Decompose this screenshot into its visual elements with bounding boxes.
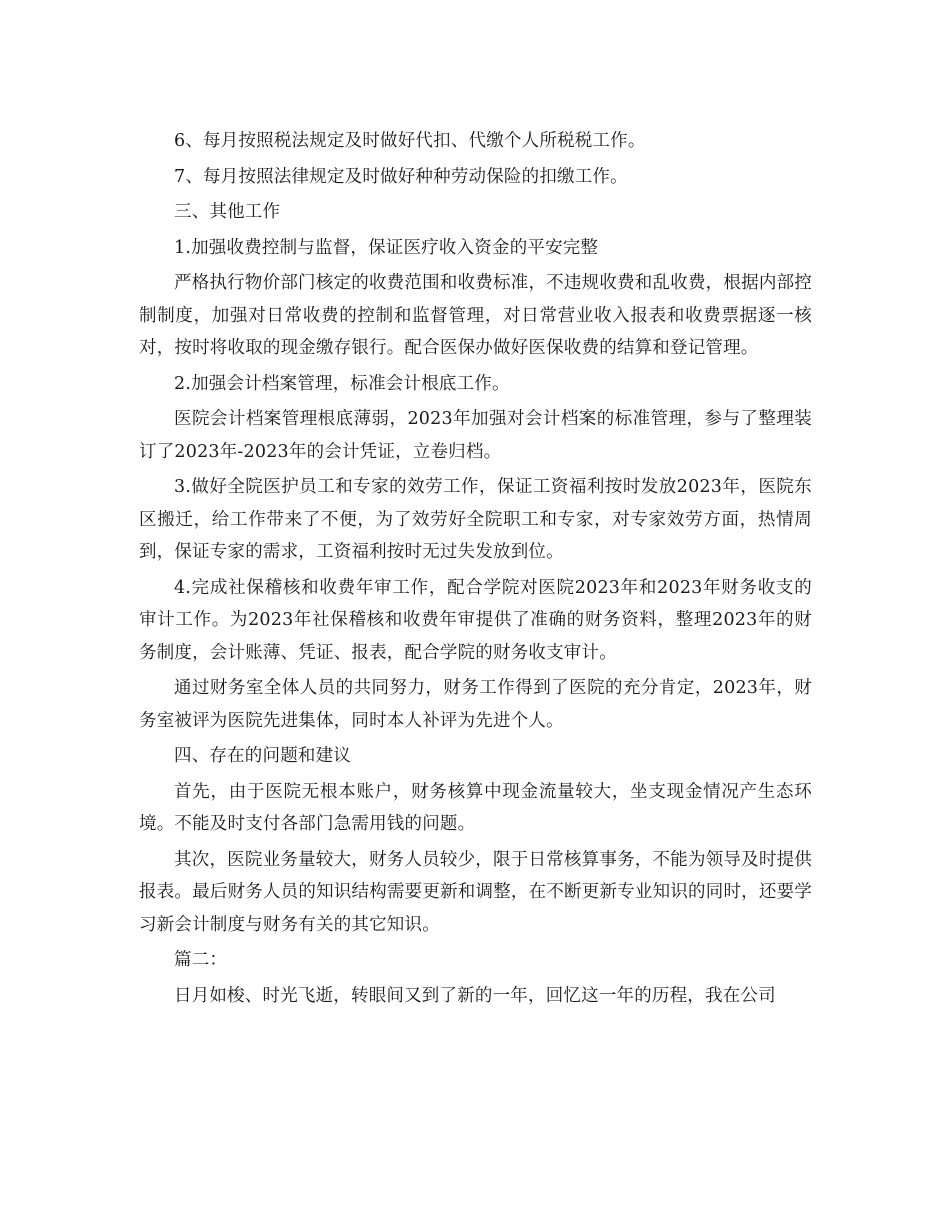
paragraph-problem-first: 首先，由于医院无根本账户，财务核算中现金流量较大，坐支现金情况产生态环境。不能及时支付各部门急需用钱的问题。 xyxy=(139,781,812,834)
paragraph-achievement: 通过财务室全体人员的共同努力，财务工作得到了医院的充分肯定，2023年，财务室被评为医院先进集体，同时本人补评为先进个人。 xyxy=(139,678,812,731)
subheading-archive-management: 2.加强会计档案管理，标准会计根底工作。 xyxy=(174,373,510,394)
paragraph-item-6: 6、每月按照税法规定及时做好代扣、代缴个人所税税工作。 xyxy=(174,131,646,151)
paragraph-fee-control: 严格执行物价部门核定的收费范围和收费标准，不违规收费和乱收费，根据内部控制制度，加强对日常收费的控制和监督管理，对日常营业收入报表和收费票据逐一核对，按时将收取的现金缴存银行。配合医保办做好医保收费的结算和登记管理。 xyxy=(139,273,812,358)
document-page xyxy=(139,125,812,1012)
paragraph-part-two-intro: 日月如梭、时光飞逝，转眼间又到了新的一年，回忆这一年的历程，我在公司 xyxy=(174,985,776,1006)
paragraph-problem-second: 其次，医院业务量较大，财务人员较少，限于日常核算事务，不能为领导及时提供报表。最后财务人员的知识结构需要更新和调整，在不断更新专业知识的同时，还要学习新会计制度与财务有关的其它知识。 xyxy=(139,849,812,935)
subheading-fee-control: 1.加强收费控制与监督，保证医疗收入资金的平安完整 xyxy=(174,237,599,258)
section-heading-other-work: 三、其他工作 xyxy=(174,202,281,222)
paragraph-staff-service: 3.做好全院医护员工和专家的效劳工作，保证工资福利按时发放2023年，医院东区搬迁，给工作带来了不便，为了效劳好全院职工和专家，对专家效劳方面，热情周到，保证专家的需求，工资福利按时无过失发放到位。 xyxy=(139,477,812,562)
section-heading-problems: 四、存在的问题和建议 xyxy=(174,746,351,766)
paragraph-archive-management: 医院会计档案管理根底薄弱，2023年加强对会计档案的标准管理，参与了整理装订了2023年-2023年的会计凭证，立卷归档。 xyxy=(139,409,812,462)
paragraph-social-security-audit: 4.完成社保稽核和收费年审工作，配合学院对医院2023年和2023年财务收支的审计工作。为2023年社保稽核和收费年审提供了准确的财务资料，整理2023年的财务制度，会计账薄、凭证、报表，配合学院的财务收支审计。 xyxy=(139,577,812,663)
section-heading-part-two: 篇二： xyxy=(174,950,228,970)
paragraph-item-7: 7、每月按照法律规定及时做好种种劳动保险的扣缴工作。 xyxy=(174,166,628,187)
